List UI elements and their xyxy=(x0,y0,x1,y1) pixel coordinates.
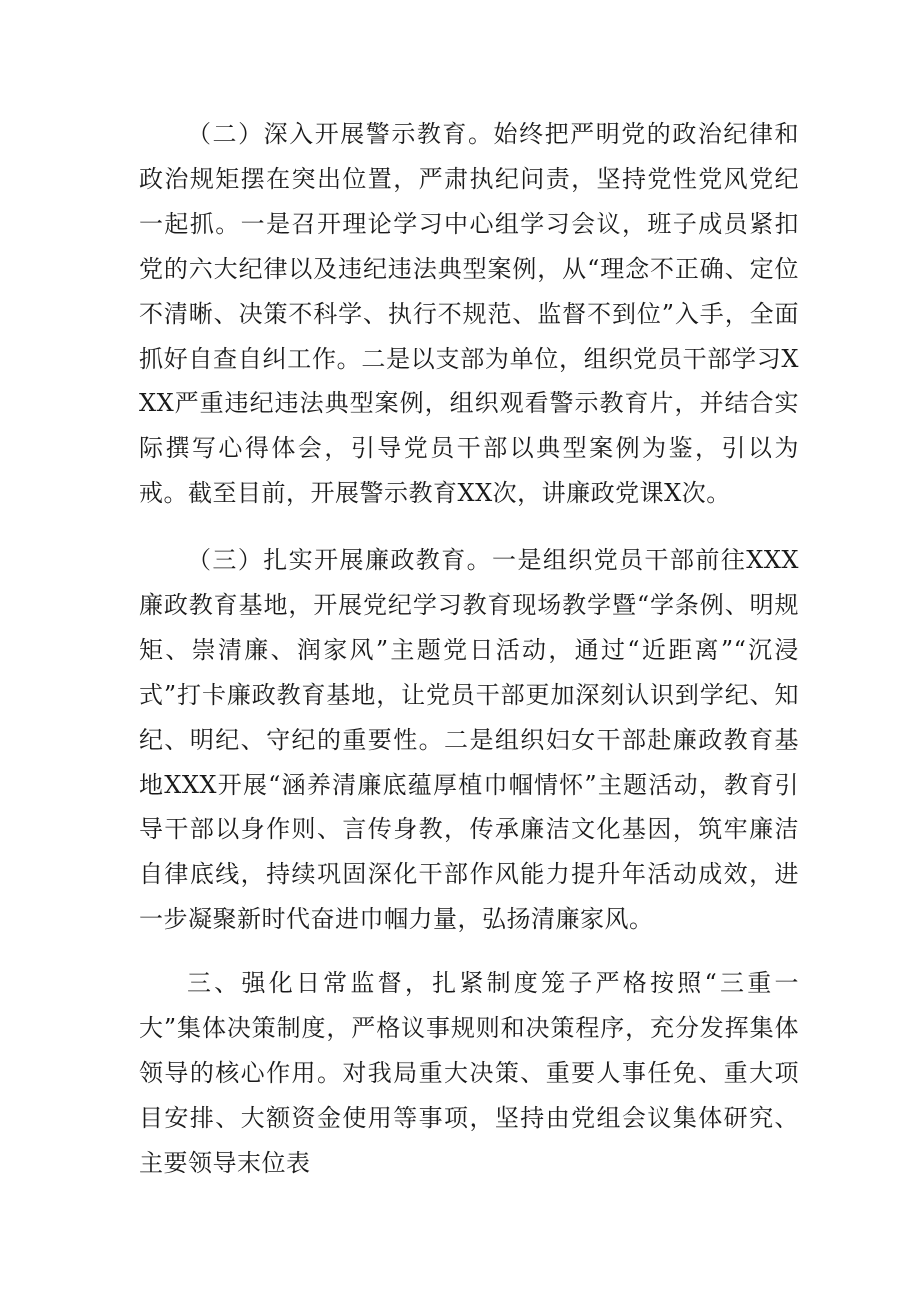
paragraph-warning-education: （二）深入开展警示教育。始终把严明党的政治纪律和政治规矩摆在突出位置，严肃执纪问责，坚持党性党风党纪一起抓。一是召开理论学习中心组学习会议，班子成员紧扣党的六大纪律以及违纪违法典型案例，从“理念不正确、定位不清晰、决策不科学、执行不规范、监督不到位”入手，全面抓好自查自纠工作。二是以支部为单位，组织党员干部学习XXX严重违纪违法典型案例，组织观看警示教育片，并结合实际撰写心得体会，引导党员干部以典型案例为鉴，引以为戒。截至目前，开展警示教育XX次，讲廉政党课X次。 xyxy=(139,120,799,508)
paragraph-integrity-education: （三）扎实开展廉政教育。一是组织党员干部前往XXX廉政教育基地，开展党纪学习教育现场教学暨“学条例、明规矩、崇清廉、润家风”主题党日活动，通过“近距离”“沉浸式”打卡廉政教育基地，让党员干部更加深刻认识到学纪、知纪、明纪、守纪的重要性。二是组织妇女干部赴廉政教育基地XXX开展“涵养清廉底蕴厚植巾帼情怀”主题活动，教育引导干部以身作则、言传身教，传承廉洁文化基因，筑牢廉洁自律底线，持续巩固深化干部作风能力提升年活动成效，进一步凝聚新时代奋进巾帼力量，弘扬清廉家风。 xyxy=(139,546,799,934)
paragraph-daily-supervision: 三、强化日常监督，扎紧制度笼子严格按照“三重一大”集体决策制度，严格议事规则和决策程序，充分发挥集体领导的核心作用。对我局重大决策、重要人事任免、重大项目安排、大额资金使用等事项，坚持由党组会议集体研究、主要领导末位表 xyxy=(139,969,799,1177)
